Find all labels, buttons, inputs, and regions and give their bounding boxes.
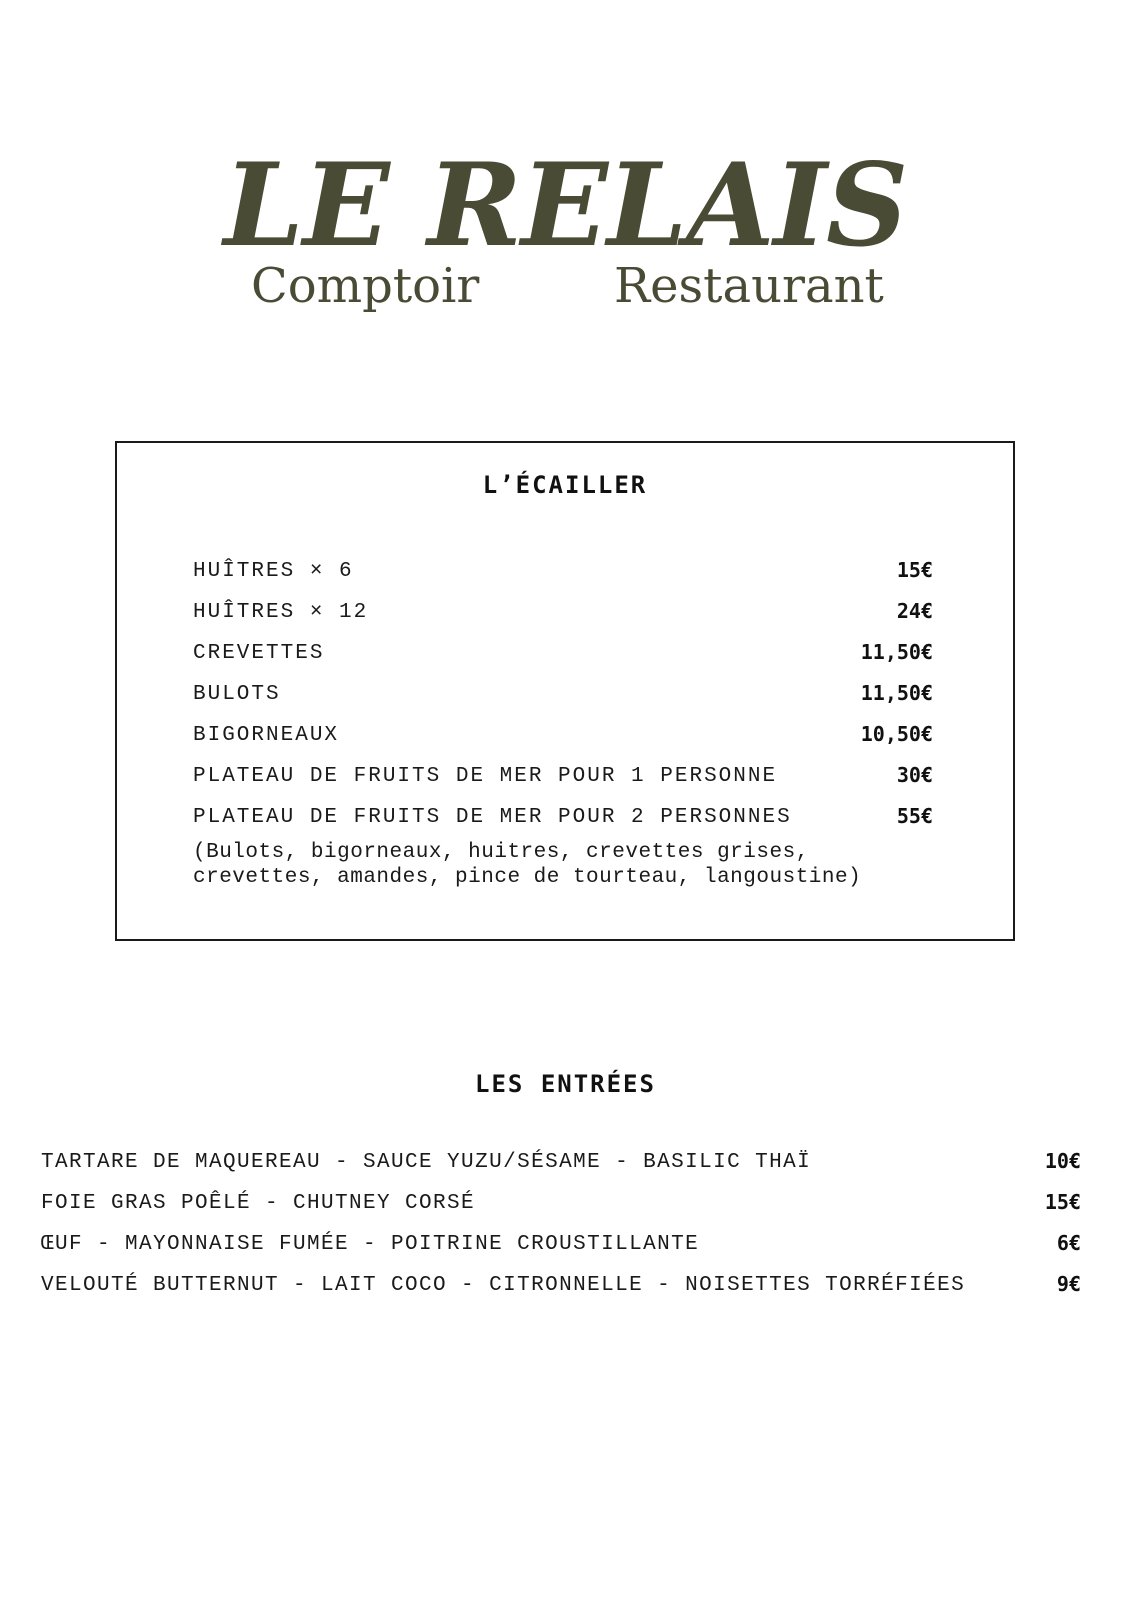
menu-item — [193, 803, 933, 844]
menu-item-price: 55€ — [896, 804, 933, 828]
restaurant-logo — [0, 140, 1131, 340]
menu-item-name: BULOTS — [193, 683, 281, 706]
ecailler-heading: L’ÉCAILLER — [482, 471, 648, 499]
menu-item — [193, 639, 933, 680]
restaurant-name: LE RELAIS — [223, 138, 908, 272]
menu-item — [193, 762, 933, 803]
subtitle-restaurant: Restaurant — [614, 258, 884, 314]
ecailler-section — [115, 441, 1015, 941]
menu-item-name: PLATEAU DE FRUITS DE MER POUR 1 PERSONNE — [193, 765, 778, 788]
menu-item-price: 10€ — [1044, 1149, 1081, 1173]
menu-item — [41, 1189, 1081, 1230]
menu-item-name: FOIE GRAS POÊLÉ - CHUTNEY CORSÉ — [41, 1192, 476, 1215]
menu-item — [41, 1271, 1081, 1312]
menu-item-price: 10,50€ — [860, 722, 933, 746]
menu-item — [193, 598, 933, 639]
menu-item-name: TARTARE DE MAQUEREAU - SAUCE YUZU/SÉSAME - BASILIC THAÏ — [41, 1151, 812, 1174]
menu-item — [193, 721, 933, 762]
plateau-description: (Bulots, bigorneaux, huitres, crevettes grises, crevettes, amandes, pince de tourteau, langoustine) — [193, 841, 862, 889]
menu-item-price: 15€ — [896, 558, 933, 582]
menu-item — [193, 557, 933, 598]
menu-item — [193, 680, 933, 721]
menu-item-name: CREVETTES — [193, 642, 325, 665]
menu-item — [41, 1230, 1081, 1271]
menu-item-name: ŒUF - MAYONNAISE FUMÉE - POITRINE CROUSTILLANTE — [41, 1233, 700, 1256]
menu-item — [41, 1148, 1081, 1189]
menu-item-price: 15€ — [1044, 1190, 1081, 1214]
menu-item-price: 9€ — [1056, 1272, 1081, 1296]
menu-item-price: 11,50€ — [860, 681, 933, 705]
menu-item-price: 24€ — [896, 599, 933, 623]
menu-item-name: VELOUTÉ BUTTERNUT - LAIT COCO - CITRONNELLE - NOISETTES TORRÉFIÉES — [41, 1274, 966, 1297]
menu-item-name: PLATEAU DE FRUITS DE MER POUR 2 PERSONNES — [193, 806, 792, 829]
menu-item-price: 11,50€ — [860, 640, 933, 664]
menu-item-name: BIGORNEAUX — [193, 724, 340, 747]
entrees-list — [41, 1148, 1081, 1312]
menu-item-name: HUÎTRES × 12 — [193, 601, 369, 624]
ecailler-list — [193, 557, 933, 844]
subtitle-comptoir: Comptoir — [251, 258, 480, 314]
menu-item-name: HUÎTRES × 6 — [193, 560, 354, 583]
menu-item-price: 6€ — [1056, 1231, 1081, 1255]
menu-item-price: 30€ — [896, 763, 933, 787]
entrees-heading: LES ENTRÉES — [475, 1070, 656, 1098]
